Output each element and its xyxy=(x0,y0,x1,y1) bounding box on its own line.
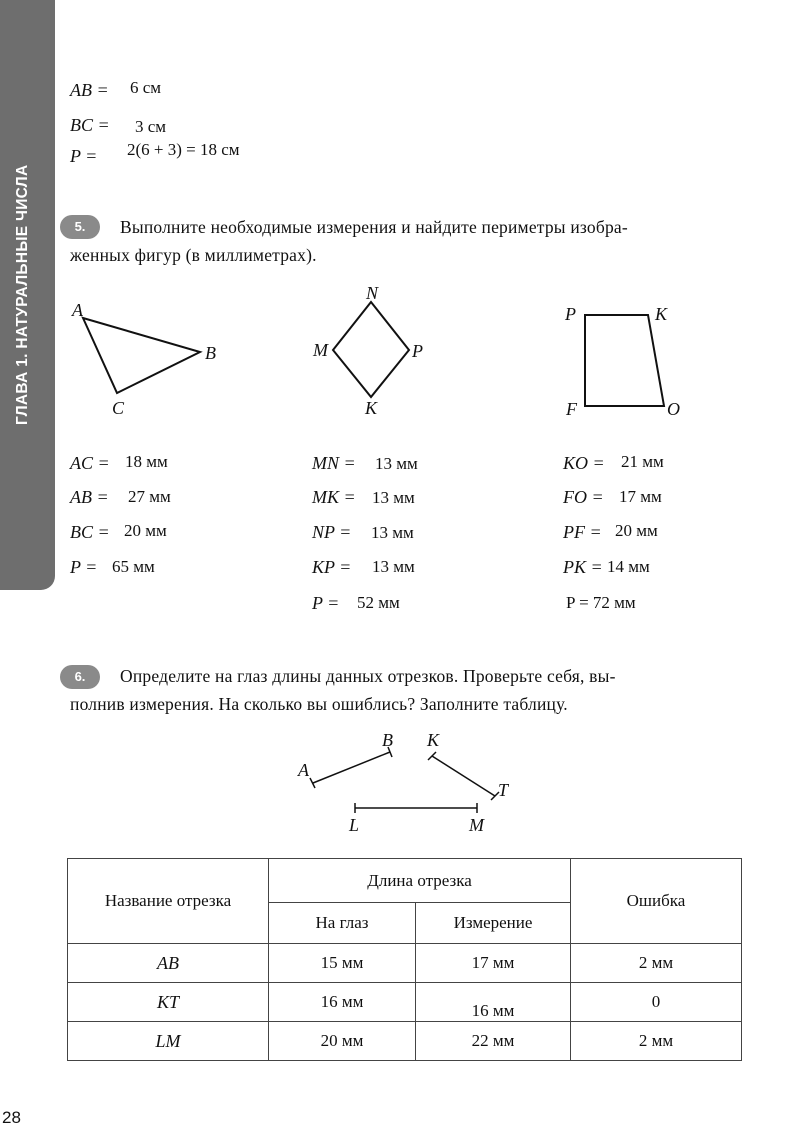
vertex-label: P xyxy=(565,304,576,324)
vertex-label: K xyxy=(365,398,378,418)
cell-error: 2 мм xyxy=(571,944,742,983)
measure-label: AB = xyxy=(70,487,109,507)
measure-label: BC = xyxy=(70,522,110,542)
cell-name: AB xyxy=(68,944,269,983)
prev-label: BC = xyxy=(70,115,110,135)
vertex-label: O xyxy=(667,399,680,419)
measure-value: 13 мм xyxy=(372,488,415,507)
measure-value: 13 мм xyxy=(375,454,418,473)
header-name: Название отрезка xyxy=(68,859,269,944)
segment-label: M xyxy=(469,815,484,835)
prev-value: 2(6 + 3) = 18 см xyxy=(127,140,240,159)
segments-table xyxy=(67,858,742,1061)
measure-value: 27 мм xyxy=(128,487,171,506)
measure-value: 20 мм xyxy=(615,521,658,540)
measure-label: P = xyxy=(70,557,98,577)
cell-error: 2 мм xyxy=(571,1022,742,1061)
segment-label: B xyxy=(382,730,393,750)
task-number-badge: 6. xyxy=(60,665,100,689)
perimeter-value: P = 72 мм xyxy=(566,593,636,612)
measure-value: 65 мм xyxy=(112,557,155,576)
rhombus-mnpk xyxy=(333,302,409,397)
measure-value: 52 мм xyxy=(357,593,400,612)
cell-eye: 16 мм xyxy=(269,983,416,1022)
table-row xyxy=(68,1022,742,1061)
segment-label: L xyxy=(349,815,360,835)
table-row xyxy=(68,944,742,983)
task-number-badge: 5. xyxy=(60,215,100,239)
cell-eye: 15 мм xyxy=(269,944,416,983)
measure-label: PF = xyxy=(563,522,602,542)
measure-label: FO = xyxy=(563,487,604,507)
task-text: Определите на глаз длины данных отрезков. Проверьте себя, вы- xyxy=(120,666,616,686)
measure-label: KP = xyxy=(312,557,352,577)
measure-label: P = xyxy=(312,593,340,613)
cell-error: 0 xyxy=(571,983,742,1022)
segment-tick xyxy=(428,752,436,760)
measure-value: 13 мм xyxy=(372,557,415,576)
measure-label: KO = xyxy=(563,453,605,473)
segment-kt xyxy=(432,756,495,796)
header-eye: На глаз xyxy=(269,903,416,944)
task-text: Выполните необходимые измерения и найдите периметры изобра- xyxy=(120,217,628,237)
trapezoid-pkof xyxy=(585,315,664,406)
prev-value: 3 см xyxy=(135,117,167,136)
measure-label: MN = xyxy=(312,453,356,473)
vertex-label: F xyxy=(566,399,577,419)
prev-label: P = xyxy=(70,146,98,166)
header-measure: Измерение xyxy=(416,903,571,944)
vertex-label: K xyxy=(655,304,668,324)
measure-label: MK = xyxy=(312,487,356,507)
cell-name: KT xyxy=(68,983,269,1022)
header-error: Ошибка xyxy=(571,859,742,944)
segment-label: K xyxy=(427,730,440,750)
page-number: 28 xyxy=(2,1108,21,1127)
measure-value: 17 мм xyxy=(619,487,662,506)
header-length: Длина отрезка xyxy=(269,859,571,903)
measure-value: 13 мм xyxy=(371,523,414,542)
table-row xyxy=(68,983,742,1022)
triangle-abc xyxy=(83,318,200,393)
prev-label: AB = xyxy=(70,80,109,100)
cell-measure: 16 мм xyxy=(416,983,571,1022)
measure-label: NP = xyxy=(312,522,352,542)
vertex-label: P xyxy=(412,341,423,361)
chapter-title: ГЛАВА 1. НАТУРАЛЬНЫЕ ЧИСЛА xyxy=(14,164,31,425)
task-text: полнив измерения. На сколько вы ошиблись? Заполните таблицу. xyxy=(70,694,568,714)
vertex-label: C xyxy=(112,398,125,418)
cell-eye: 20 мм xyxy=(269,1022,416,1061)
segment-label: A xyxy=(298,760,309,780)
measure-value: 14 мм xyxy=(607,557,650,576)
segment-ab xyxy=(313,752,390,783)
cell-measure: 17 мм xyxy=(416,944,571,983)
vertex-label: A xyxy=(72,300,83,320)
vertex-label: B xyxy=(205,343,216,363)
segment-label: T xyxy=(498,780,509,800)
measure-value: 18 мм xyxy=(125,452,168,471)
cell-name: LM xyxy=(68,1022,269,1061)
vertex-label: N xyxy=(366,283,379,303)
vertex-label: M xyxy=(313,340,328,360)
task-text: женных фигур (в миллиметрах). xyxy=(70,245,317,265)
measure-value: 20 мм xyxy=(124,521,167,540)
prev-value: 6 см xyxy=(130,78,162,97)
cell-measure: 22 мм xyxy=(416,1022,571,1061)
measure-label: AC = xyxy=(70,453,110,473)
measure-label: PK = xyxy=(563,557,603,577)
measure-value: 21 мм xyxy=(621,452,664,471)
